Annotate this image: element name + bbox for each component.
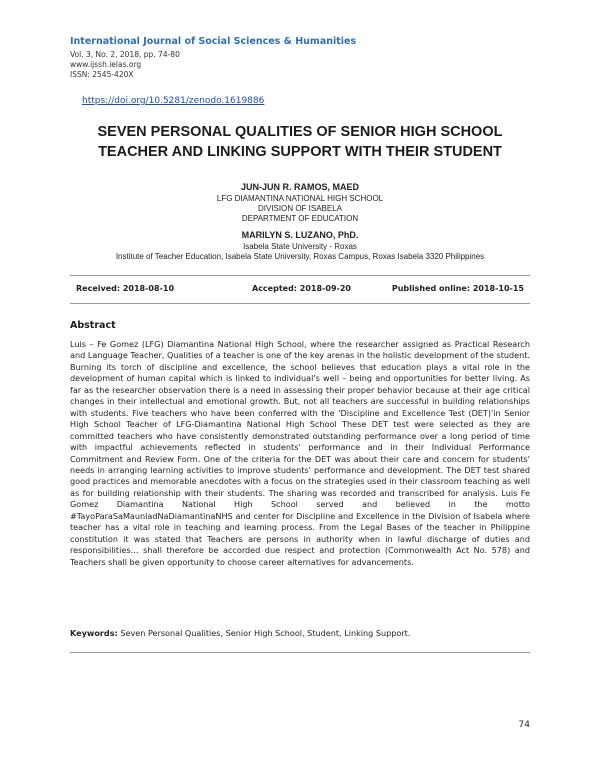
date-received: Received: 2018-08-10 — [76, 284, 175, 293]
page-number: 74 — [518, 720, 530, 730]
author-1-school: LFG DIAMANTINA NATIONAL HIGH SCHOOL — [216, 194, 384, 203]
journal-name: International Journal of Social Sciences & Humanities — [70, 36, 357, 47]
date-published: Published online: 2018-10-15 — [391, 284, 524, 293]
author-1-division: DIVISION OF ISABELA — [257, 204, 343, 213]
keywords — [70, 628, 530, 638]
date-accepted: Accepted: 2018-09-20 — [252, 284, 351, 293]
divider-bottom — [70, 652, 530, 653]
journal-website: www.ijssh.ielas.org — [70, 60, 142, 69]
journal-issn: ISSN: 2545-420X — [70, 70, 134, 79]
abstract-heading: Abstract — [70, 320, 116, 331]
divider-top — [70, 275, 530, 276]
divider-middle — [70, 303, 530, 304]
journal-volume: Vol. 3, No. 2, 2018, pp. 74-80 — [70, 50, 180, 59]
keywords-text: Seven Personal Qualities, Senior High School, Student, Linking Support. — [117, 628, 411, 638]
author-2-institute: Institute of Teacher Education, Isabela State University, Roxas Campus, Roxas Isabela 3320 Philippines — [115, 252, 485, 261]
keywords-label: Keywords: — [70, 628, 118, 638]
author-2-name: MARILYN S. LUZANO, PhD. — [241, 230, 359, 240]
paper-title-line-1: SEVEN PERSONAL QUALITIES OF SENIOR HIGH SCHOOL — [97, 124, 503, 140]
doi-link[interactable]: https://doi.org/10.5281/zenodo.1619886 — [82, 96, 265, 106]
author-1-department: DEPARTMENT OF EDUCATION — [241, 214, 359, 223]
author-2-university: Isabela State University - Roxas — [243, 242, 357, 251]
author-1-name: JUN-JUN R. RAMOS, MAED — [240, 182, 359, 192]
paper-title-line-2: TEACHER AND LINKING SUPPORT WITH THEIR STUDENT — [98, 144, 502, 160]
abstract-body: Luis – Fe Gomez (LFG) Diamantina National High School, where the researcher assigned as Practical Research and Language Teacher, Qualities of a teacher is one of the key arenas in the holistic development of the student. Burning its torch of discipline and excellence, the school believes that education plays a vital role in the development of human capital which is linked to individual's well – being and opportunities for better living. As far as the researcher observation there is a need in assessing their proper behavior because at their age critical changes in their intellectual and emotional growth. But, not all teachers are successful in building relationships with students. Five teachers who have been conferred with the 'Discipline and Excellence Test (DET)'in Senior High School Teacher of LFG-Diamantina National High School These DET test were selected as they are committed teachers who have consistently demonstrated outstanding performance over a long period of time with impactful achievements reflected in students' performance and in their Individual Performance Commitment and Review Form. One of the criteria for the DET was about their care and concern for students' needs in arranging learning activities to improve students' performance and development. The DET test shared good practices and memorable anecdotes with a focus on the strategies used in their classroom teaching as well as for building relationship with their students. The sharing was recorded and transcribed for analysis. Luis Fe Gomez Diamantina National High School served and believed in the motto #TayoParaSaMaunladNaDiamantinaNHS and center for Discipline and Excellence in the Division of Isabela where teacher has a vital role in teaching and learning process. From the Legal Bases of the teacher in Philippine constitution it was stated that Teachers are persons in authority when in lawful discharge of duties and responsibilities… shall therefore be accorded due respect and protection (Commonwealth Act No. 578) and Teachers shall be given opportunity to choose career alternatives for advancements. — [70, 339, 530, 567]
